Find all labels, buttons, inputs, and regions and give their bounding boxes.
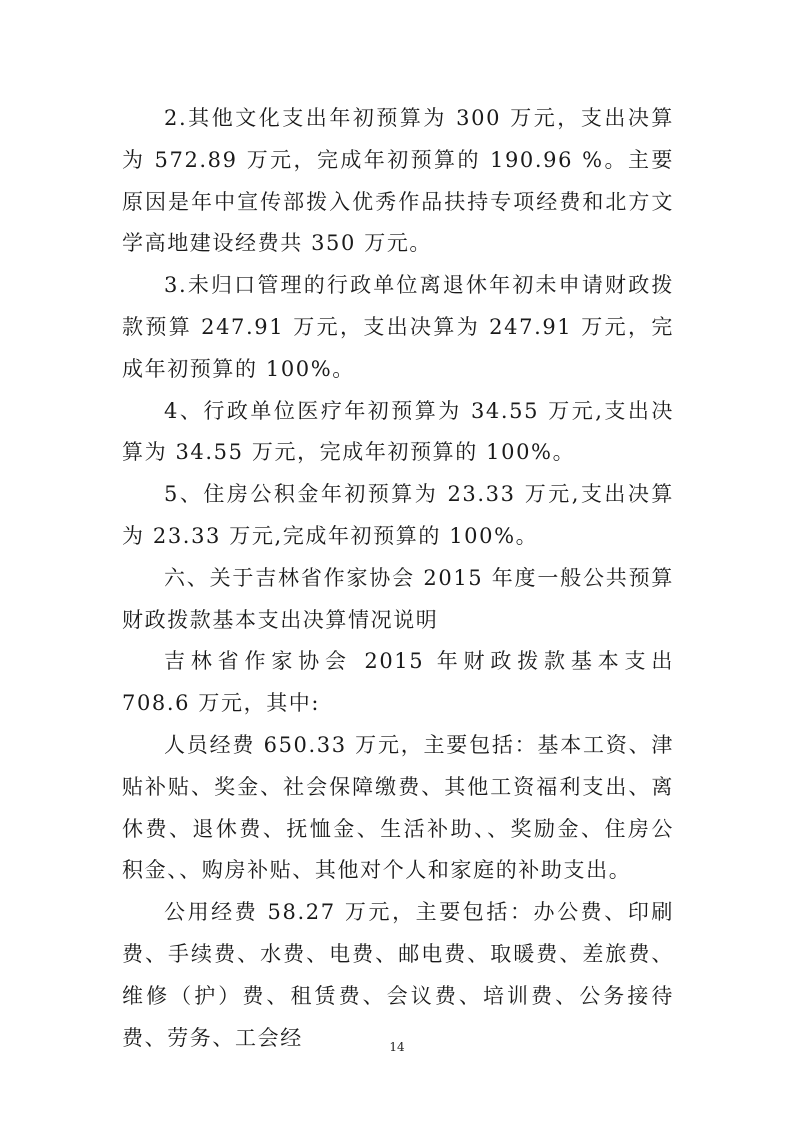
- paragraph-personnel-expenses: 人员经费 650.33 万元，主要包括：基本工资、津贴补贴、奖金、社会保障缴费、其他工资福利支出、离休费、退休费、抚恤金、生活补助、、奖励金、住房公积金、、购房补贴、其他对个人和家庭的补助支出。: [122, 732, 674, 883]
- paragraph-public-expenses: 公用经费 58.27 万元，主要包括：办公费、印刷费、手续费、水费、电费、邮电费、取暖费、差旅费、维修（护）费、租赁费、会议费、培训费、公务接待费、劳务、工会经: [122, 900, 674, 1050]
- section-heading-six: 六、关于吉林省作家协会 2015 年度一般公共预算财政拨款基本支出决算情况说明: [122, 565, 674, 632]
- body-text: [122, 98, 674, 1059]
- paragraph-housing-fund: 5、住房公积金年初预算为 23.33 万元,支出决算为 23.33 万元,完成年初预算的 100%。: [122, 482, 674, 548]
- page-number: 14: [389, 1040, 405, 1054]
- paragraph-other-culture-expenditure: 2.其他文化支出年初预算为 300 万元，支出决算为 572.89 万元，完成年初预算的 190.96 %。主要原因是年中宣传部拨入优秀作品扶持专项经费和北方文学高地建设经费共 350 万元。: [122, 106, 674, 256]
- paragraph-retirement-expenditure: 3.未归口管理的行政单位离退休年初未申请财政拨款预算 247.91 万元，支出决算为 247.91 万元，完成年初预算的 100%。: [122, 273, 674, 381]
- paragraph-medical-expenditure: 4、行政单位医疗年初预算为 34.55 万元,支出决算为 34.55 万元，完成年初预算的 100%。: [122, 398, 674, 465]
- paragraph-basic-expenditure-total: 吉林省作家协会 2015 年财政拨款基本支出 708.6 万元，其中:: [122, 649, 674, 716]
